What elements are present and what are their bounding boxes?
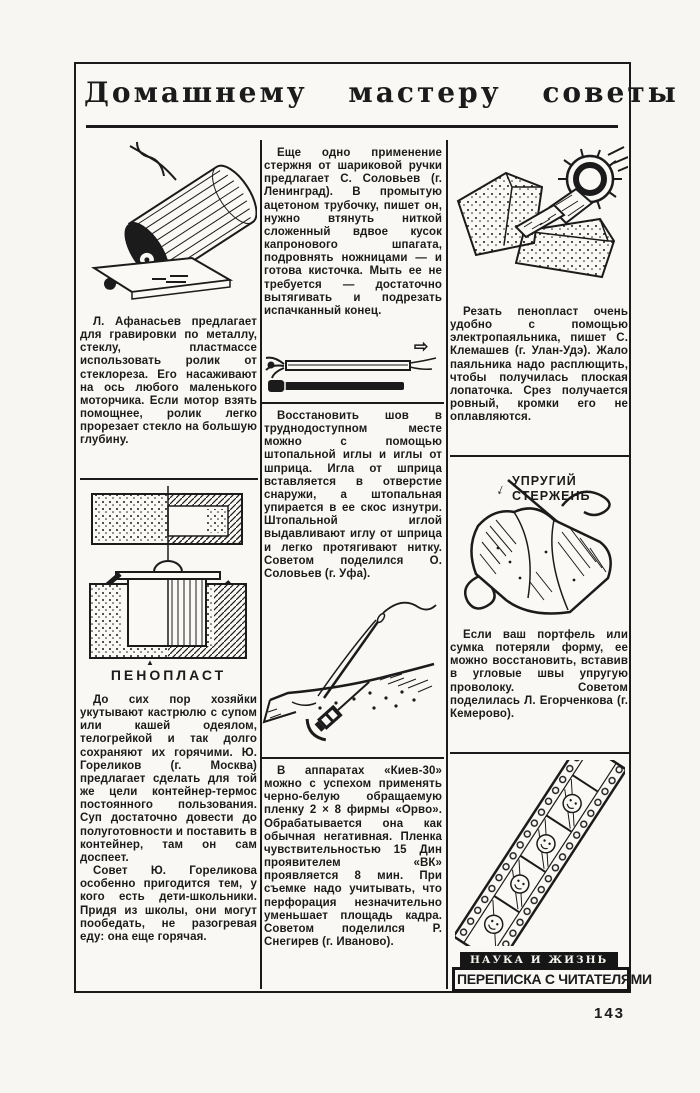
logo-magazine-name: НАУКА И ЖИЗНЬ <box>460 952 618 967</box>
figure-motor-engraver <box>80 140 257 312</box>
logo-rubric: ПЕРЕПИСКА С ЧИТАТЕЛЯМИ <box>452 967 630 992</box>
figure-soldering-iron-foam <box>450 143 628 301</box>
tip-bag <box>450 629 628 721</box>
figure-needle-syringe <box>262 600 442 755</box>
middle-rule-2 <box>262 757 444 759</box>
tip-seam-text: Восстановить шов в труднодоступном месте можно с помощью штопальной иглы и иглы от шприца. Игла от шприца вставляется в отверстие снаружи, а штопальная упирается в ее скос изнутри. Штопальной иглой выдавливают иглу от шприца и легко протягивают нитку. Советом поделился О. Соловьев (г. Уфа). <box>264 410 442 580</box>
column-divider-right <box>446 140 448 989</box>
bag-label-line1: УПРУГИЙ <box>512 474 577 488</box>
right-rule-1 <box>450 455 629 457</box>
tip-engraving-text: Л. Афанасьев предлагает для гравировки по металлу, стеклу, пластмассе использовать ролик от стеклореза. Его насаживают на ось любого маленького моторчика. Если мотор взять помощнее, ролик легко прорезает стекло на большую глубину. <box>80 316 257 447</box>
page-number: 143 <box>594 1005 626 1022</box>
tip-thermos-p2: Совет Ю. Гореликова особенно пригодится тем, у кого есть дети-школьники. Придя из школы, они могут пообедать, не разогревая еду: она еще горячая. <box>80 865 257 943</box>
tip-seam <box>264 410 442 581</box>
tip-film-text: В аппаратах «Киев-30» можно с успехом применять черно-белую обращаемую пленку 2 × 8 фирмы «Орво». Обрабатывается она как обычная негативная. Пленка чувствительностью 15 Дин проявителем «ВК» проявляется 8 мин. При съемке надо учитывать, что перфорация незначительно уменьшает площадь кадра. Советом поделился Р. Снегирев (г. Иваново). <box>264 765 442 949</box>
left-rule-1 <box>80 478 258 480</box>
foam-pointer-icon: ▲ <box>146 658 154 667</box>
tip-foam-cutting <box>450 306 628 424</box>
science-life-logo <box>452 950 652 992</box>
bag-label-line2: СТЕРЖЕНЬ <box>512 489 591 503</box>
tip-film <box>264 765 442 949</box>
right-rule-2 <box>450 752 629 754</box>
figure-bag-label <box>512 474 591 504</box>
right-arrow-icon: ⇨ <box>414 337 429 356</box>
arrow-down-icon: ↓ <box>494 480 508 499</box>
tip-brush <box>264 147 442 318</box>
foam-caption: ПЕНОПЛАСТ <box>110 667 227 683</box>
middle-rule-1 <box>262 402 444 404</box>
tip-thermos <box>80 694 257 944</box>
tip-engraving <box>80 316 257 448</box>
tip-bag-text: Если ваш портфель или сумка потеряли форму, ее можно восстановить, вставив в угловые швы упругую проволоку. Советом поделилась Л. Егорченкова (г. Кемерово). <box>450 629 628 720</box>
figure-foam-container <box>80 486 257 664</box>
tip-thermos-p1: До сих пор хозяйки укутывают кастрюлю с супом или кашей одеялом, телогрейкой и так долго сохраняют их горячими. Ю. Гореликов (г. Москва) предлагает сделать для той же цели контейнер-термос постоянного пользования. Суп достаточно довести до полуготовности и поставить в контейнер, там он сам доспеет. <box>80 694 257 864</box>
page-title: Домашнему мастеру советы <box>84 76 679 109</box>
title-rule <box>86 125 618 128</box>
tip-foam-cutting-text: Резать пенопласт очень удобно с помощью электропаяльника, пишет С. Клемашев (г. Улан-Удэ). Жало паяльника надо расплющить, чтобы получилась плоская лопаточка. Срез получается ровный, кромки его не оплавляются. <box>450 306 628 424</box>
tip-brush-text: Еще одно применение стержня от шариковой ручки предлагает С. Соловьев (г. Ленинград). В промытую ацетоном трубочку, пишет он, нужно втянуть ниткой сложенный вдвое кусок капронового шпагата, подровнять ножницами — и готова кисточка. Мыть ее не требуется — достаточно вытягивать и подрезать испачканный конец. <box>264 147 442 317</box>
column-divider-left <box>260 140 262 989</box>
figure-film-strip <box>455 760 625 946</box>
